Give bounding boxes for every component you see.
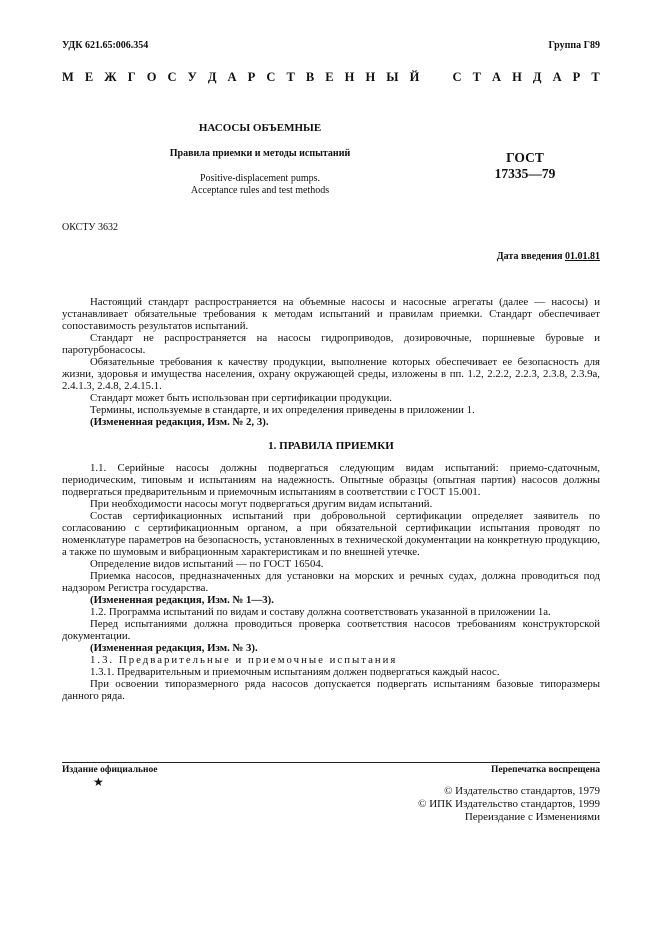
banner-letter: В bbox=[305, 70, 315, 84]
official-edition: Издание официальное bbox=[62, 765, 158, 775]
amendment-note: (Измененная редакция, Изм. № 2, 3). bbox=[90, 416, 269, 428]
banner-letter: Ж bbox=[104, 70, 117, 84]
banner-letter: С bbox=[452, 70, 462, 84]
paragraph: Состав сертификационных испытаний при добровольной сертификации определяет заявитель по согласованию с сертификационным органом, а при обязательной сертификации испытания проводят по номенклатуре параметров на безопасность, установленных в технической документации на конкретную продукцию, а также по шумовым и вибрационным характеристикам и по внешней утечке. bbox=[62, 510, 600, 558]
paragraph: Перед испытаниями должна проводиться проверка соответствия насосов требованиям конструкторской документации. bbox=[62, 618, 600, 642]
banner-letter: Д bbox=[207, 70, 217, 84]
banner-letter: Д bbox=[532, 70, 542, 84]
paragraph: Приемка насосов, предназначенных для установки на морских и речных судах, должна проводиться под надзором Регистра государства. bbox=[62, 570, 600, 594]
paragraph: Определение видов испытаний — по ГОСТ 16504. bbox=[90, 558, 324, 570]
banner-letter: А bbox=[552, 70, 562, 84]
okstu-code: ОКСТУ 3632 bbox=[62, 222, 119, 233]
paragraph: Термины, используемые в стандарте, и их определения приведены в приложении 1. bbox=[90, 404, 475, 416]
document-body bbox=[62, 296, 600, 702]
udk-code: УДК 621.65:006.354 bbox=[62, 40, 149, 51]
banner-letter: Ы bbox=[386, 70, 399, 84]
banner-letter: Н bbox=[512, 70, 522, 84]
date-label: Дата введения bbox=[496, 251, 565, 262]
banner-letter: Р bbox=[572, 70, 581, 84]
banner-letter: Р bbox=[247, 70, 256, 84]
gost-number bbox=[470, 150, 580, 182]
reprint-notice: Перепечатка воспрещена bbox=[490, 765, 600, 775]
amendment-note: (Измененная редакция, Изм. № 3). bbox=[90, 642, 258, 654]
paragraph: При необходимости насосы могут подвергаться другим видам испытаний. bbox=[90, 498, 433, 510]
paragraph: При освоении типоразмерного ряда насосов допускается подвергать испытаниям базовые типоразмеры данного ряда. bbox=[62, 678, 600, 702]
english-title-line: Acceptance rules and test methods bbox=[190, 185, 330, 196]
subsection-title: 1.3. Предварительные и приемочные испытания bbox=[90, 654, 398, 666]
banner-letter: Е bbox=[325, 70, 334, 84]
english-title-line: Positive-displacement pumps. bbox=[200, 173, 320, 184]
paragraph: Настоящий стандарт распространяется на объемные насосы и насосные агрегаты (далее — насосы) и устанавливает обязательные требования к методам испытаний и правилам приемки. Стандарт обеспечивает сопоставимость результатов испытаний. bbox=[62, 296, 600, 332]
english-title bbox=[100, 173, 420, 197]
footer-divider bbox=[62, 762, 600, 763]
banner-letter: Е bbox=[84, 70, 94, 84]
paragraph: Обязательные требования к качеству продукции, выполнение которых обеспечивает ее безопасность для жизни, здоровья и имущества населения, охрану окружающей среды, изложены в пп. 1.2, 2.2.2, 2.2.3, 2.3.8, 2.3.9а, 2.4.1.3, 2.4.8, 2.4.15.1. bbox=[62, 356, 600, 392]
star-icon: ★ bbox=[93, 775, 104, 789]
banner-letter: С bbox=[266, 70, 276, 84]
gost-code: 17335—79 bbox=[494, 166, 556, 181]
banner-letter: У bbox=[187, 70, 197, 84]
gost-label: ГОСТ bbox=[506, 150, 544, 165]
section-title: 1. ПРАВИЛА ПРИЕМКИ bbox=[268, 440, 394, 452]
amendment-note: (Измененная редакция, Изм. № 1—3). bbox=[90, 594, 274, 606]
paragraph: 1.1. Серийные насосы должны подвергаться следующим видам испытаний: приемо-сдаточным, периодическим, типовым и испытаниям на надежность. Опытные образцы (опытная партия) насосов должны подвергаться предварительным и приемочным испытаниям в соответствии с ГОСТ 15.001. bbox=[62, 462, 600, 498]
banner-letter: Г bbox=[127, 70, 136, 84]
document-title: НАСОСЫ ОБЪЕМНЫЕ bbox=[198, 122, 322, 134]
banner-letter: Н bbox=[344, 70, 355, 84]
paragraph: 1.2. Программа испытаний по видам и составу должна соответствовать указанной в приложении 1а. bbox=[90, 606, 551, 618]
banner-letter: А bbox=[492, 70, 502, 84]
banner-letter: Н bbox=[365, 70, 376, 84]
paragraph: Стандарт может быть использован при сертификации продукции. bbox=[90, 392, 392, 404]
copyright-line: © Издательство стандартов, 1979 bbox=[444, 785, 600, 797]
document-subtitle: Правила приемки и методы испытаний bbox=[169, 148, 351, 159]
banner-letter: Т bbox=[472, 70, 481, 84]
banner-letter: Т bbox=[591, 70, 600, 84]
reissue-note: Переиздание с Изменениями bbox=[464, 811, 600, 823]
introduction-date bbox=[497, 251, 600, 262]
copyright-block bbox=[418, 785, 600, 824]
banner-letter: Т bbox=[286, 70, 295, 84]
paragraph: 1.3.1. Предварительным и приемочным испытаниям должен подвергаться каждый насос. bbox=[90, 666, 500, 678]
banner-letter: О bbox=[146, 70, 157, 84]
paragraph: Стандарт не распространяется на насосы гидроприводов, дозировочные, поршневые буровые и паротурбонасосы. bbox=[62, 332, 600, 356]
banner-letter: Й bbox=[409, 70, 420, 84]
copyright-line: © ИПК Издательство стандартов, 1999 bbox=[418, 798, 600, 810]
group-code: Группа Г89 bbox=[548, 40, 600, 51]
date-value: 01.01.81 bbox=[565, 251, 600, 262]
banner-letter: С bbox=[167, 70, 177, 84]
banner-letter: А bbox=[227, 70, 237, 84]
banner-letter: М bbox=[62, 70, 74, 84]
standard-banner bbox=[62, 70, 600, 85]
